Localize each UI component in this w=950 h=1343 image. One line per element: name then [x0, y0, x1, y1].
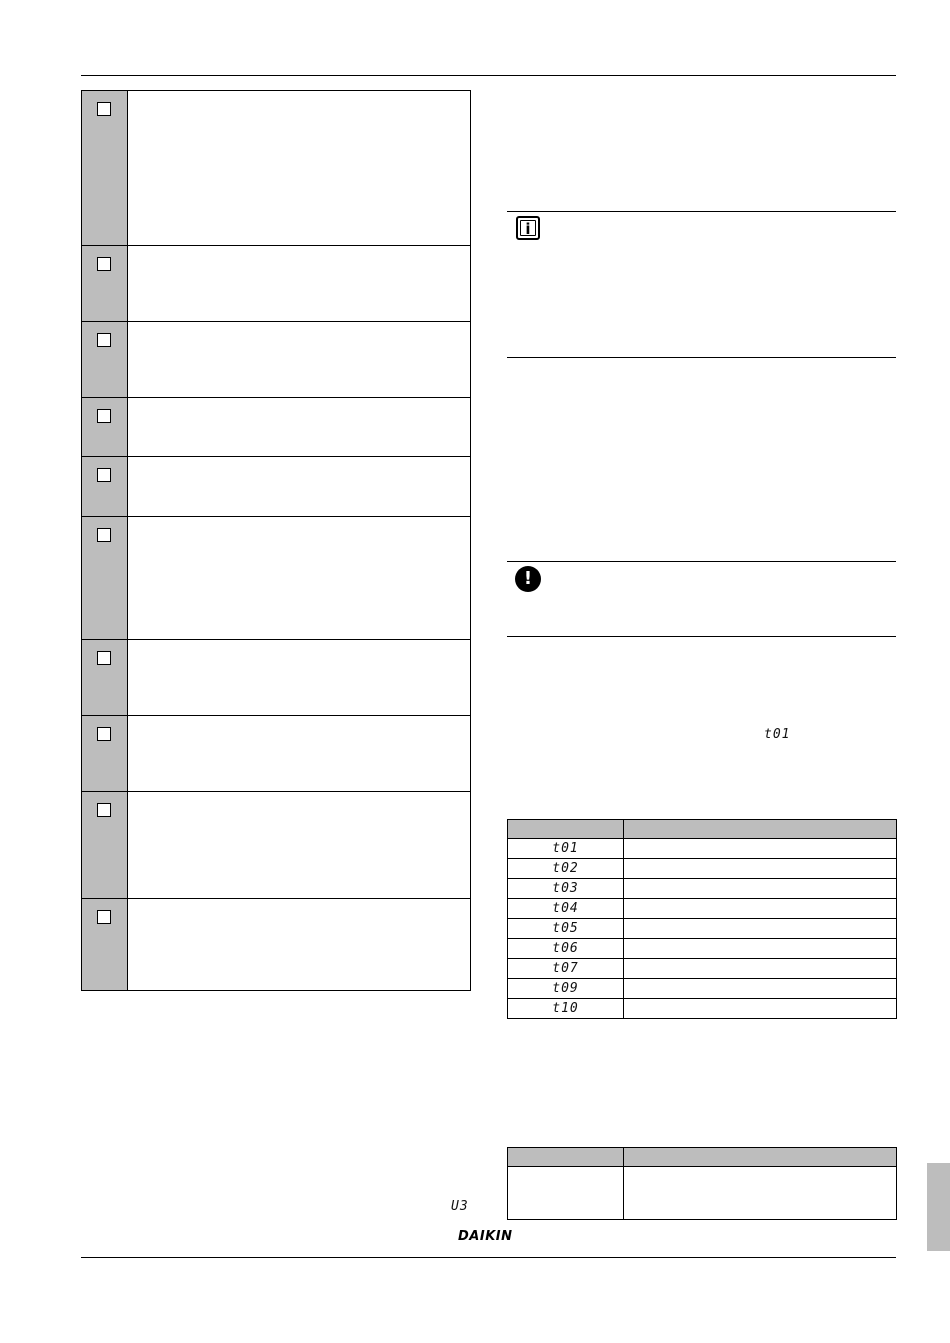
second-table [507, 1147, 897, 1220]
table-row [508, 1167, 897, 1220]
test-run-code-table [507, 819, 897, 1019]
test-code: t04 [508, 899, 624, 919]
warning-icon: ! [515, 566, 541, 592]
checklist-row [82, 899, 470, 991]
table-row [508, 919, 897, 939]
checkbox[interactable] [97, 727, 111, 741]
checklist-row [82, 457, 470, 517]
error-code-display: U3 [451, 1199, 469, 1214]
checklist-row [82, 246, 470, 322]
warning-notice [507, 561, 896, 637]
checkbox[interactable] [97, 651, 111, 665]
header-rule [81, 75, 896, 76]
table-row [508, 899, 897, 919]
checkbox[interactable] [97, 803, 111, 817]
checkbox[interactable] [97, 102, 111, 116]
checklist-row [82, 91, 470, 246]
table-row [508, 939, 897, 959]
test-code: t07 [508, 959, 624, 979]
table-row [508, 999, 897, 1019]
test-code: t05 [508, 919, 624, 939]
chapter-tab [927, 1163, 950, 1251]
info-notice [507, 211, 896, 358]
checkbox[interactable] [97, 910, 111, 924]
checkbox[interactable] [97, 257, 111, 271]
test-code: t06 [508, 939, 624, 959]
test-code: t02 [508, 859, 624, 879]
checkbox[interactable] [97, 468, 111, 482]
table-row [508, 879, 897, 899]
checkbox[interactable] [97, 409, 111, 423]
test-code: t01 [508, 839, 624, 859]
checklist-row [82, 517, 470, 640]
information-icon: i [516, 216, 540, 240]
checkbox[interactable] [97, 333, 111, 347]
daikin-logo: DAIKIN [458, 1229, 513, 1244]
checklist-row [82, 716, 470, 792]
test-code: t09 [508, 979, 624, 999]
table-header-row [508, 820, 897, 839]
checklist-table [81, 90, 471, 991]
checklist-row [82, 322, 470, 398]
checklist-row [82, 398, 470, 457]
test-code: t03 [508, 879, 624, 899]
table-row [508, 859, 897, 879]
test-code: t10 [508, 999, 624, 1019]
test-run-code-inline: t01 [764, 727, 791, 742]
checklist-row [82, 640, 470, 716]
footer-rule [81, 1257, 896, 1258]
checkbox[interactable] [97, 528, 111, 542]
checklist-row [82, 792, 470, 899]
table-row [508, 959, 897, 979]
table-row [508, 839, 897, 859]
table-row [508, 979, 897, 999]
table-header-row [508, 1148, 897, 1167]
